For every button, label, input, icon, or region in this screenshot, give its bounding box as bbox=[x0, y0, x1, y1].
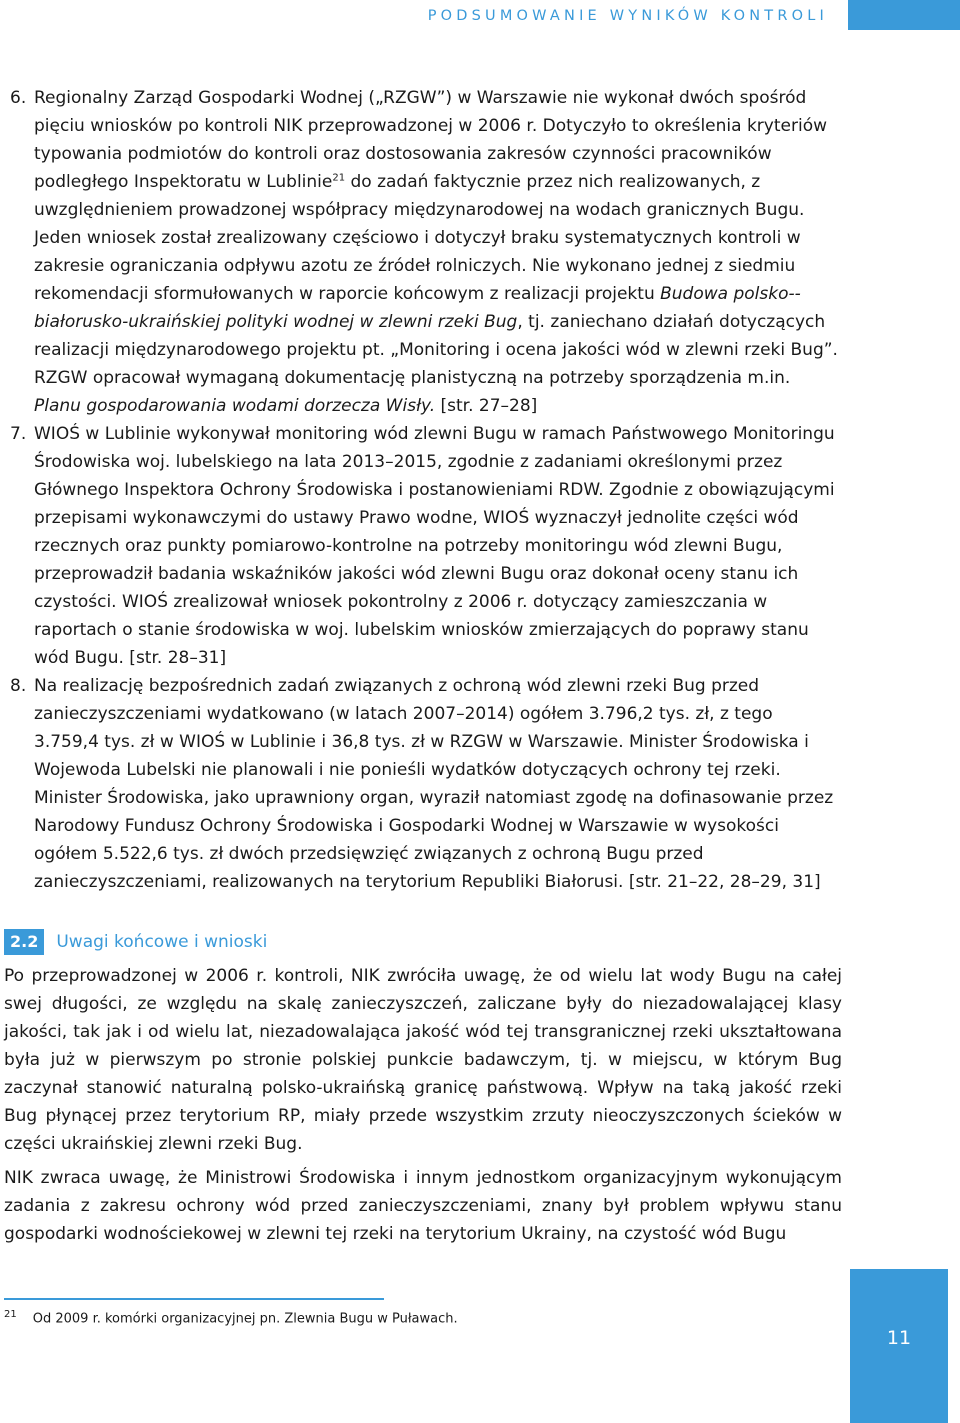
header-accent-block bbox=[848, 0, 960, 30]
item-text-part: do zadań faktycznie przez nich realizowanych, z uwzględnieniem prowadzonej współpracy międzynarodowej na wodach granicznych Bugu. Jeden wniosek został zrealizowany częściowo i dotyczył braku systematycznych kontroli w zakresie ograniczania odpływu azotu ze źródeł rolniczych. Nie wykonano jednej z siedmiu rekomendacji sformułowanych w raporcie końcowym z realizacji projektu bbox=[34, 172, 805, 304]
section-heading bbox=[4, 928, 267, 956]
project-title: Budowa polsko--białorusko-ukraińskiej polityki wodnej w zlewni rzeki Bug bbox=[34, 284, 801, 332]
item-number: 6. bbox=[10, 88, 27, 108]
plan-title: Planu gospodarowania wodami dorzecza Wisły. bbox=[34, 396, 436, 416]
footnote-mark: 21 bbox=[4, 1309, 17, 1320]
item-paragraph: WIOŚ w Lublinie wykonywał monitoring wód zlewni Bugu w ramach Państwowego Monitoringu Środowiska woj. lubelskiego na lata 2013–2015, zgodnie z zadaniami określonymi przez Głównego Inspektora Ochrony Środowiska i postanowieniami RDW. Zgodnie z obowiązującymi przepisami wykonawczymi do ustawy Prawo wodne, WIOŚ wyznaczył jednolite części wód rzecznych oraz punkty pomiarowo-kontrolne na potrzeby monitoringu wód zlewni Bugu, przeprowadził badania wskaźników jakości wód zlewni Bugu oraz dokonał oceny stanu ich czystości. WIOŚ zrealizował wniosek pokontrolny z 2006 r. dotyczący zamieszczania w raportach o stanie środowiska w woj. lubelskim wniosków zmierzających do poprawy stanu wód Bugu. [str. 28–31] bbox=[34, 424, 835, 668]
item-text bbox=[34, 84, 842, 420]
footnote-divider bbox=[4, 1298, 384, 1300]
page-header bbox=[0, 0, 960, 36]
item-number: 7. bbox=[10, 424, 27, 444]
item-number: 8. bbox=[10, 676, 27, 696]
header-title: PODSUMOWANIE WYNIKÓW KONTROLI bbox=[427, 8, 828, 24]
footnote bbox=[4, 1306, 458, 1328]
page-number: 11 bbox=[886, 1327, 912, 1349]
section-paragraph: NIK zwraca uwagę, że Ministrowi Środowiska i innym jednostkom organizacyjnym wykonującym zadania z zakresu ochrony wód przed zanieczyszczeniami, znany był problem wpływu stanu gospodarki wodnościekowej w zlewni tej rzeki na terytorium Ukrainy, na czystość wód Bugu bbox=[4, 1168, 842, 1244]
list-item bbox=[0, 672, 960, 896]
item-text-part: , tj. zaniechano działań dotyczących realizacji międzynarodowego projektu pt. „Monitoring i ocena jakości wód w zlewni rzeki Bug”. RZGW opracował wymaganą dokumentację planistyczną na potrzeby sporządzenia m.in. bbox=[34, 312, 838, 388]
section-title: Uwagi końcowe i wnioski bbox=[56, 932, 268, 952]
footnote-reference[interactable]: 21 bbox=[332, 172, 346, 184]
section-paragraph: Po przeprowadzonej w 2006 r. kontroli, NIK zwróciła uwagę, że od wielu lat wody Bugu na całej swej długości, ze względu na skalę zanieczyszczeń, zaliczane były do niezadowalającej klasy jakości, tak jak i od wielu lat, niezadowalająca jakość wód tej transgranicznej rzeki ukształtowana była już w pierwszym po stronie polskiej punkcie badawczym, tj. w miejscu, w którym Bug zaczynał stanowić naturalną polsko-ukraińską granicę państwową. Wpływ na taką jakość rzeki Bug płynącej przez terytorium RP, miały przede wszystkim zrzuty nieoczyszczonych ścieków w części ukraińskiej zlewni rzeki Bug. bbox=[4, 966, 842, 1154]
item-text bbox=[34, 672, 842, 896]
list-item bbox=[0, 420, 960, 672]
footnote-text: Od 2009 r. komórki organizacyjnej pn. Zlewnia Bugu w Puławach. bbox=[32, 1311, 458, 1327]
page-number-block bbox=[850, 1269, 948, 1423]
page-reference: [str. 27–28] bbox=[435, 396, 538, 416]
section-number-badge: 2.2 bbox=[4, 929, 44, 955]
list-item bbox=[0, 84, 960, 420]
item-text-part: Regionalny Zarząd Gospodarki Wodnej („RZGW”) w Warszawie nie wykonał dwóch spośród pięciu wniosków po kontroli NIK przeprowadzonej w 2006 r. Dotyczyło to określenia kryteriów typowania podmiotów do kontroli oraz dostosowania zakresów czynności pracowników podległego Inspektoratu w Lublinie bbox=[34, 88, 827, 192]
item-paragraph: Na realizację bezpośrednich zadań związanych z ochroną wód zlewni rzeki Bug przed zanieczyszczeniami wydatkowano (w latach 2007–2014) ogółem 3.796,2 tys. zł, z tego 3.759,4 tys. zł w WIOŚ w Lublinie i 36,8 tys. zł w RZGW w Warszawie. Minister Środowiska i Wojewoda Lubelski nie planowali i nie ponieśli wydatków dotyczących ochrony tej rzeki. Minister Środowiska, jako uprawniony organ, wyraził natomiast zgodę na dofinasowanie przez Narodowy Fundusz Ochrony Środowiska i Gospodarki Wodnej w Warszawie w wysokości ogółem 5.522,6 tys. zł dwóch przedsięwzięć związanych z ochroną Bugu przed zanieczyszczeniami, realizowanych na terytorium Republiki Białorusi. [str. 21–22, 28–29, 31] bbox=[34, 676, 834, 892]
findings-list bbox=[0, 84, 960, 896]
section-body bbox=[4, 962, 842, 1248]
item-text bbox=[34, 420, 842, 672]
